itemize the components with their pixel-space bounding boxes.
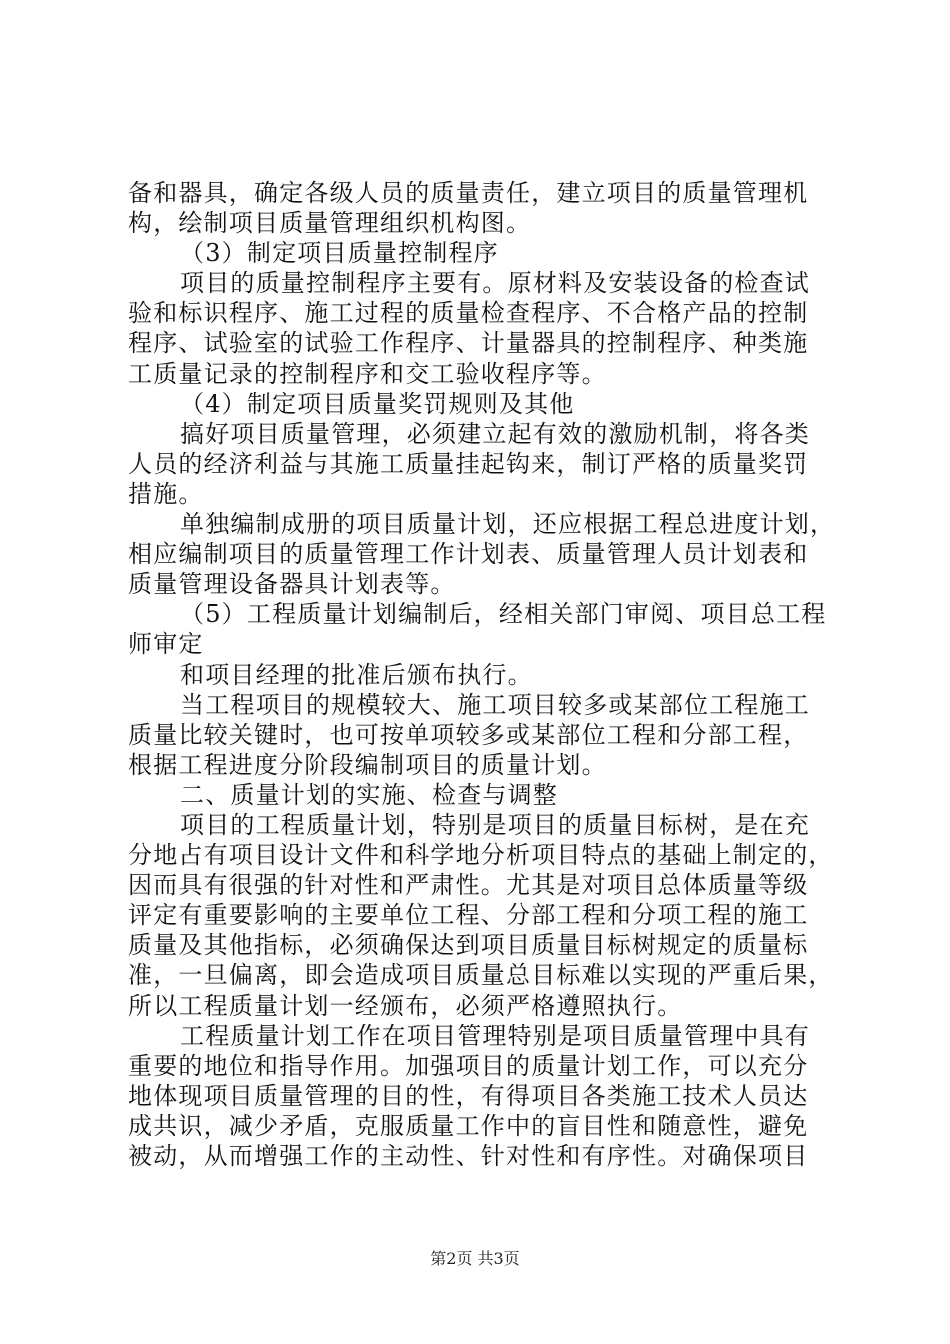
page-footer: 第2页 共3页 xyxy=(430,1249,520,1268)
text-line: 质量比较关键时，也可按单项较多或某部位工程和分部工程， xyxy=(128,720,809,749)
text-line: 所以工程质量计划一经颁布，必须严格遵照执行。 xyxy=(128,991,683,1020)
text-line: 和项目经理的批准后颁布执行。 xyxy=(180,660,533,689)
text-line: 项目的质量控制程序主要有。原材料及安装设备的检查试 xyxy=(180,269,810,298)
text-line: 质量管理设备器具计划表等。 xyxy=(128,570,456,599)
text-line: 分地占有项目设计文件和科学地分析项目特点的基础上制定的， xyxy=(128,841,834,870)
text-line: 人员的经济利益与其施工质量挂起钩来，制订严格的质量奖罚 xyxy=(128,449,809,478)
text-line: 备和器具，确定各级人员的质量责任，建立项目的质量管理机 xyxy=(128,179,809,207)
text-line: 成共识，减少矛盾，克服质量工作中的盲目性和随意性，避免 xyxy=(128,1111,809,1140)
text-line: 重要的地位和指导作用。加强项目的质量计划工作，可以充分 xyxy=(128,1051,809,1080)
text-line: 当工程项目的规模较大、施工项目较多或某部位工程施工 xyxy=(180,690,810,719)
text-line: 搞好项目质量管理，必须建立起有效的激励机制，将各类 xyxy=(180,419,810,448)
text-line: 质量及其他指标，必须确保达到项目质量目标树规定的质量标 xyxy=(128,931,809,960)
text-line: 准，一旦偏离，即会造成项目质量总目标难以实现的严重后果， xyxy=(128,961,834,990)
text-line: 验和标识程序、施工过程的质量检查程序、不合格产品的控制 xyxy=(128,299,809,328)
text-line: 构，绘制项目质量管理组织机构图。 xyxy=(128,209,532,238)
text-line: 相应编制项目的质量管理工作计划表、质量管理人员计划表和 xyxy=(128,540,809,569)
text-line: 因而具有很强的针对性和严肃性。尤其是对项目总体质量等级 xyxy=(128,871,809,900)
text-line: （3）制定项目质量控制程序 xyxy=(180,239,499,268)
text-line: 评定有重要影响的主要单位工程、分部工程和分项工程的施工 xyxy=(128,901,809,930)
document-body xyxy=(128,178,838,1171)
text-line: 师审定 xyxy=(128,630,204,659)
text-line: （4）制定项目质量奖罚规则及其他 xyxy=(180,389,575,418)
text-line: 措施。 xyxy=(128,479,204,508)
text-line: 二、质量计划的实施、检查与调整 xyxy=(180,780,558,809)
text-line: 被动，从而增强工作的主动性、针对性和有序性。对确保项目 xyxy=(128,1142,809,1170)
text-line: 程序、试验室的试验工作程序、计量器具的控制程序、种类施 xyxy=(128,329,809,358)
text-line: 工程质量计划工作在项目管理特别是项目质量管理中具有 xyxy=(180,1021,810,1050)
text-line: （5）工程质量计划编制后，经相关部门审阅、项目总工程 xyxy=(180,600,827,629)
text-line: 地体现项目质量管理的目的性，有得项目各类施工技术人员达 xyxy=(128,1081,809,1110)
text-line: 项目的工程质量计划，特别是项目的质量目标树，是在充 xyxy=(180,810,810,839)
text-line: 工质量记录的控制程序和交工验收程序等。 xyxy=(128,359,607,388)
text-line: 单独编制成册的项目质量计划，还应根据工程总进度计划， xyxy=(180,510,836,539)
text-line: 根据工程进度分阶段编制项目的质量计划。 xyxy=(128,750,607,779)
